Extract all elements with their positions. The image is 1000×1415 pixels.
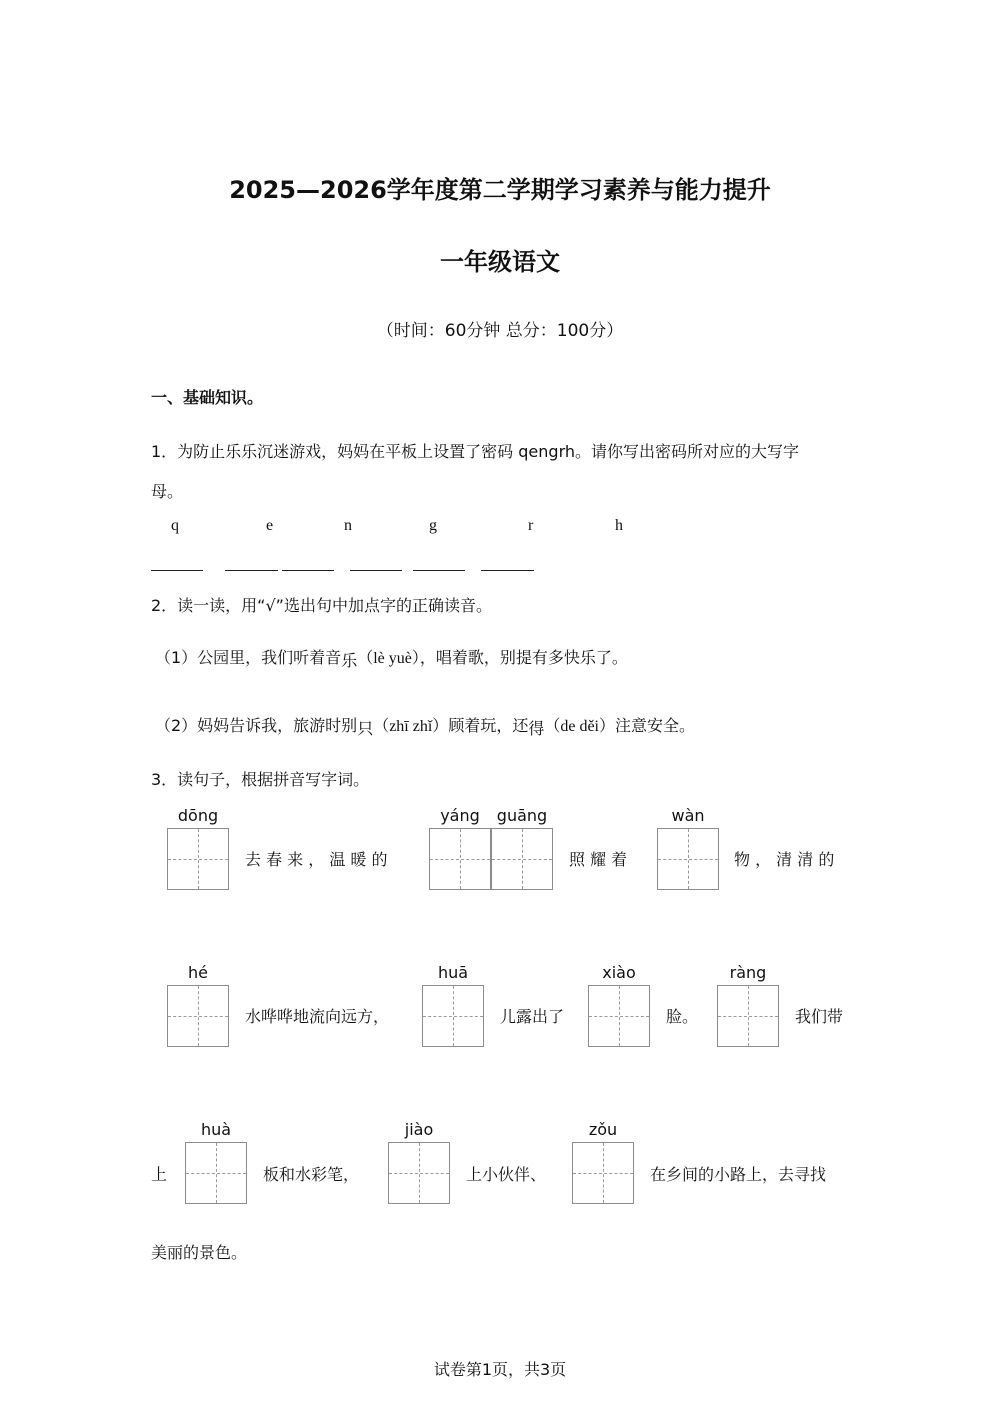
pinyin-hua-draw: huà — [200, 1120, 232, 1139]
q2-item2 — [155, 713, 695, 736]
q2-item1-post: ，唱着歌，别提有多快乐了。 — [419, 648, 628, 667]
writing-grid-dong[interactable] — [167, 828, 229, 890]
writing-grid-zou[interactable] — [572, 1142, 634, 1204]
writing-grid-xiao[interactable] — [588, 985, 650, 1047]
row2-seg4: 我们带 — [795, 1007, 844, 1026]
answer-blank-3[interactable] — [282, 570, 334, 571]
q2-item2-char2: 得 — [528, 719, 545, 738]
q2-item1-pre: （1）公园里，我们听着音 — [155, 648, 342, 667]
q2-item2-mid: 顾着玩，还 — [448, 716, 529, 735]
writing-grid-hua-draw[interactable] — [185, 1142, 247, 1204]
row2-seg3: 脸。 — [666, 1007, 699, 1026]
q2-item2-pre: （2）妈妈告诉我，旅游时别 — [155, 716, 358, 735]
q2-item2-options1[interactable]: （zhī zhǐ） — [373, 718, 449, 735]
row1-seg1: 去 春 来 ， 温 暖 的 — [245, 850, 388, 869]
row2-seg2: 儿露出了 — [500, 1007, 565, 1026]
letter-n: n — [344, 517, 352, 534]
row3-seg3: 在乡间的小路上，去寻找 — [650, 1165, 827, 1184]
letter-e: e — [266, 517, 274, 534]
writing-grid-he[interactable] — [167, 985, 229, 1047]
pinyin-zou: zǒu — [588, 1120, 618, 1139]
exam-title: 2025—2026学年度第二学期学习素养与能力提升 — [229, 176, 771, 204]
pinyin-xiao: xiào — [602, 963, 636, 982]
pinyin-guang: guāng — [496, 806, 548, 825]
q2-item1-char: 乐 — [341, 651, 358, 670]
pinyin-rang: ràng — [729, 963, 767, 982]
pinyin-he: hé — [188, 963, 208, 982]
writing-grid-wan[interactable] — [657, 828, 719, 890]
answer-blank-6[interactable] — [481, 570, 534, 571]
row3-seg0: 上 — [151, 1165, 168, 1184]
letter-q: q — [171, 517, 179, 534]
q2-item2-char1: 只 — [357, 719, 374, 738]
row1-seg3: 物 ， 清 清 的 — [734, 850, 835, 869]
exam-meta: （时间：60分钟 总分：100分） — [376, 321, 624, 341]
q2-text: 2．读一读，用“√”选出句中加点字的正确读音。 — [151, 596, 492, 615]
q2-item2-options2[interactable]: （de děi） — [544, 718, 615, 735]
q2-item2-post: 注意安全。 — [615, 716, 696, 735]
section-heading: 一、基础知识。 — [151, 388, 264, 407]
letter-r: r — [528, 517, 534, 534]
answer-blank-2[interactable] — [225, 570, 278, 571]
answer-blank-4[interactable] — [350, 570, 402, 571]
pinyin-wan: wàn — [671, 806, 705, 825]
q3-text: 3．读句子，根据拼音写字词。 — [151, 770, 370, 789]
q3-tail: 美丽的景色。 — [151, 1243, 248, 1262]
row3-seg1: 板和水彩笔， — [263, 1165, 360, 1184]
answer-blank-5[interactable] — [413, 570, 465, 571]
q1-text-line2: 母。 — [151, 482, 184, 501]
q2-item1-options[interactable]: （lè yuè） — [357, 650, 420, 667]
q1-text-line1: 1．为防止乐乐沉迷游戏，妈妈在平板上设置了密码 qengrh。请你写出密码所对应的大写字 — [151, 442, 800, 461]
writing-grid-rang[interactable] — [717, 985, 779, 1047]
letter-g: g — [429, 517, 437, 534]
writing-grid-hua-flower[interactable] — [422, 985, 484, 1047]
writing-grid-guang[interactable] — [491, 828, 553, 890]
pinyin-jiao: jiào — [404, 1120, 434, 1139]
subject-title: 一年级语文 — [440, 248, 560, 276]
writing-grid-jiao[interactable] — [388, 1142, 450, 1204]
row3-seg2: 上小伙伴、 — [466, 1165, 547, 1184]
q2-item1 — [155, 645, 628, 668]
answer-blank-1[interactable] — [151, 570, 203, 571]
pinyin-yang: yáng — [440, 806, 480, 825]
writing-grid-yang[interactable] — [429, 828, 491, 890]
pinyin-hua-flower: huā — [437, 963, 469, 982]
letter-h: h — [615, 517, 623, 534]
page-footer: 试卷第1页，共3页 — [433, 1360, 567, 1379]
pinyin-dong: dōng — [177, 806, 219, 825]
row1-seg2: 照 耀 着 — [569, 850, 628, 869]
row2-seg1: 水哗哗地流向远方， — [245, 1007, 390, 1026]
